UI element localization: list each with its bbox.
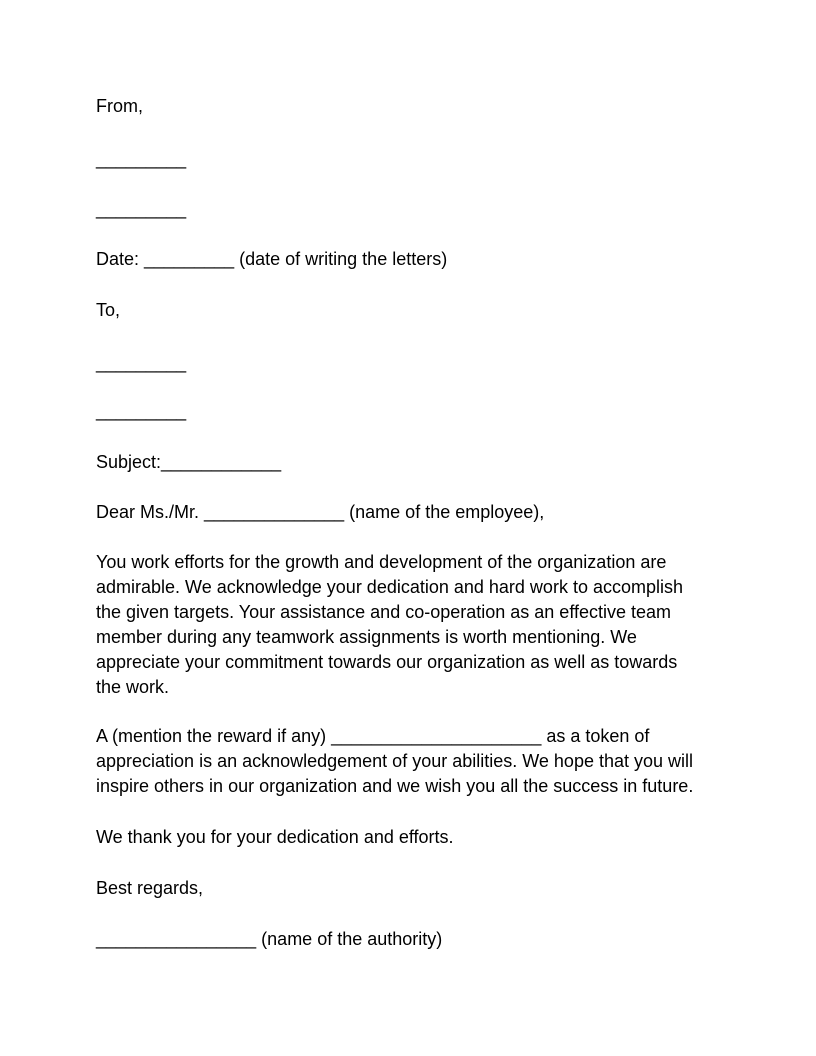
- to-label: To,: [96, 300, 121, 320]
- body-paragraph-2: [96, 724, 736, 799]
- paragraph-line: A (mention the reward if any) _____________________ as a token of: [96, 726, 650, 746]
- from-label: From,: [96, 96, 143, 116]
- paragraph-line: You work efforts for the growth and development of the organization are: [96, 552, 667, 572]
- paragraph-line: the work.: [96, 677, 170, 697]
- date-line: Date: _________ (date of writing the letters): [96, 249, 448, 269]
- to-address-line-2: _________: [96, 401, 187, 421]
- closing: Best regards,: [96, 878, 204, 898]
- signature-line: ________________ (name of the authority): [96, 929, 443, 949]
- subject-line: Subject:____________: [96, 452, 282, 472]
- thanks-line: We thank you for your dedication and efforts.: [96, 827, 454, 847]
- paragraph-line: appreciate your commitment towards our organization as well as towards: [96, 652, 678, 672]
- from-address-line-1: _________: [96, 149, 187, 169]
- body-paragraph-1: [96, 550, 736, 700]
- paragraph-line: the given targets. Your assistance and co-operation as an effective team: [96, 602, 672, 622]
- salutation: Dear Ms./Mr. ______________ (name of the employee),: [96, 502, 545, 522]
- paragraph-line: member during any teamwork assignments is worth mentioning. We: [96, 627, 637, 647]
- to-address-line-1: _________: [96, 353, 187, 373]
- from-address-line-2: _________: [96, 199, 187, 219]
- paragraph-line: inspire others in our organization and we wish you all the success in future.: [96, 776, 694, 796]
- paragraph-line: admirable. We acknowledge your dedication and hard work to accomplish: [96, 577, 683, 597]
- paragraph-line: appreciation is an acknowledgement of your abilities. We hope that you will: [96, 751, 694, 771]
